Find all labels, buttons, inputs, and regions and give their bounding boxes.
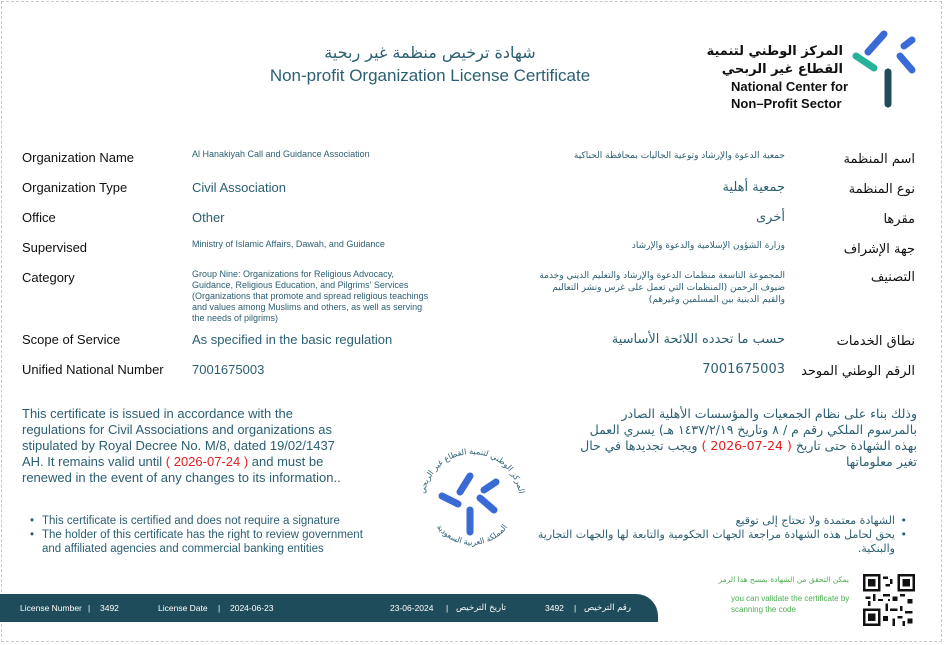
validity-statement-arabic: وذلك بناء على نظام الجمعيات والمؤسسات الأهلية الصادر بالمرسوم الملكي رقم م / ٨ وتاريخ ١٤٣٧/٢/١٩ هـ) يسري العمل بهذه الشهادة حتى تاريخ ( 24-07-2026 ) ويجب تجديدها في حال تغير معلوماتها [580, 406, 917, 469]
note-en-certified: • This certificate is certified and does not require a signature [30, 514, 370, 528]
field-label-en: Unified National Number [22, 362, 164, 377]
field-label-en: Office [22, 210, 56, 225]
field-label-en: Scope of Service [22, 332, 121, 347]
qr-code-icon[interactable] [863, 574, 915, 626]
field-value-ar: وزارة الشؤون الإسلامية والدعوة والإرشاد [631, 241, 785, 251]
license-date-en: 2024-06-23 [230, 603, 274, 613]
seal-text-top: المركز الوطني لتنمية القطاع غير الربحي [417, 446, 527, 495]
field-label-ar: اسم المنظمة [843, 152, 915, 167]
separator: | [88, 603, 91, 613]
logo-arabic-line2: القطاع غير الربحي [721, 62, 843, 77]
field-value-ar: المجموعة التاسعة منظمات الدعوة والإرشاد والتعليم الديني وخدمة ضيوف الرحمن (المنظمات التي تعمل على غرس ونشر التعاليم والقيم الدينية بين المسلمين وغيرهم) [539, 271, 785, 305]
field-value-en: Civil Association [192, 180, 286, 195]
field-value-ar: جمعية الدعوة والإرشاد وتوعية الجاليات بمحافظة الحناكية [573, 151, 785, 161]
certificate-title-english: Non-profit Organization License Certificate [269, 66, 591, 85]
field-label-ar: التصنيف [870, 270, 915, 285]
separator: | [218, 603, 221, 613]
field-value-ar: 7001675003 [702, 362, 785, 377]
license-date-label-en: License Date [158, 603, 208, 613]
license-footer-bar [0, 594, 658, 622]
field-label-en: Organization Name [22, 150, 134, 165]
field-label-ar: جهة الإشراف [843, 242, 915, 257]
qr-note-english: you can validate the certificate by scanning the code [731, 594, 850, 614]
logo-english-line2: Non–Profit Sector [731, 96, 842, 111]
field-label-ar: الرقم الوطني الموحد [801, 364, 915, 379]
seal-text-bottom: المملكة العربية السعودية [434, 522, 510, 547]
field-value-ar: جمعية أهلية [722, 180, 785, 195]
expiry-date-ar: ( 24-07-2026 ) [701, 438, 792, 453]
field-value-en: 7001675003 [192, 362, 265, 377]
svg-text:المركز الوطني لتنمية القطاع غي [418, 447, 526, 494]
logo-english-line1: National Center for [731, 79, 849, 94]
note-ar-review-right: • يحق لحامل هذه الشهادة مراجعة الجهات الحكومية والتابعة لها والجهات التجارية والبنكية. [527, 528, 907, 556]
license-number-label-en: License Number [20, 603, 82, 613]
license-number-ar-value: 3492 [545, 603, 564, 613]
field-value-en: Al Hanakiyah Call and Guidance Association [192, 149, 370, 159]
validity-statement-english: This certificate is issued in accordance with the regulations for Civil Associations and organizations as stipulated by Royal Decree No. M/8, dated 19/02/1437 AH. It remains valid until ( 2026-07-24 ) and must be renewed in the event of any changes to its information.. [22, 406, 341, 485]
field-label-en: Category [22, 270, 75, 285]
logo-arabic-line1: المركز الوطني لتنمية [706, 44, 843, 59]
field-label-en: Organization Type [22, 180, 128, 195]
note-en-review-right: • The holder of this certificate has the right to review government and affiliated agencies and commercial banking entities [30, 528, 370, 556]
license-number-en: 3492 [100, 603, 119, 613]
license-date-label-ar: تاريخ الترخيص [456, 603, 507, 613]
license-number-label-ar: رقم الترخيص [584, 603, 631, 613]
field-label-ar: مقرها [883, 212, 915, 227]
field-label-en: Supervised [22, 240, 88, 255]
field-value-en: Other [192, 210, 225, 225]
field-label-ar: نوع المنظمة [848, 182, 915, 197]
field-value-en: As specified in the basic regulation [192, 332, 393, 347]
license-date-ar-value: 23-06-2024 [390, 603, 434, 613]
qr-note-arabic: يمكن التحقق من الشهادة بمسح هذا الرمز [718, 575, 849, 584]
field-label-ar: نطاق الخدمات [836, 334, 915, 349]
separator: | [574, 603, 577, 613]
official-seal-icon [410, 440, 534, 564]
expiry-date-en: ( 2026-07-24 ) [165, 454, 249, 469]
separator: | [446, 603, 449, 613]
ncnp-logo-icon [848, 26, 918, 110]
field-value-ar: حسب ما تحدده اللائحة الأساسية [611, 332, 785, 347]
field-value-en: Ministry of Islamic Affairs, Dawah, and Guidance [192, 239, 385, 249]
certificate-title-arabic: شهادة ترخيص منظمة غير ربحية [324, 43, 536, 62]
field-value-ar: أخرى [756, 210, 785, 225]
note-ar-certified: • الشهادة معتمدة ولا تحتاج إلى توقيع [527, 514, 907, 528]
field-value-en: Group Nine: Organizations for Religious Advocacy, Guidance, Religious Education, and Pilgrims' Services (Organizations that promote and spread religious teachings and values among Muslims and others, as well as serving the needs of pilgrims) [192, 269, 429, 323]
